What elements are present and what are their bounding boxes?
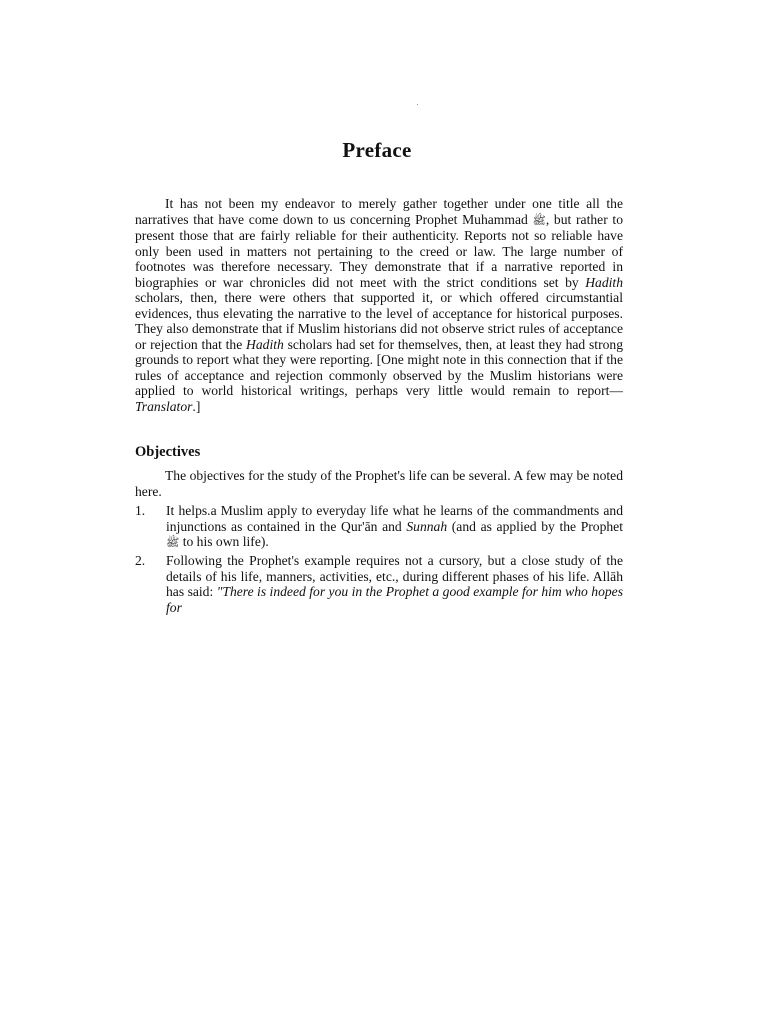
italic-text: Hadith	[585, 274, 623, 290]
text-run: to his own life).	[179, 534, 269, 549]
italic-text: Hadith	[246, 336, 284, 352]
scan-speck	[417, 104, 418, 105]
list-item	[135, 503, 623, 551]
objectives-intro-paragraph: The objectives for the study of the Prophet's life can be several. A few may be noted here.	[135, 468, 623, 499]
list-item-number: 2.	[135, 553, 146, 568]
text-run: (and as applied by the Prophet	[447, 518, 623, 534]
preface-paragraph	[135, 196, 623, 414]
section-heading-objectives: Objectives	[135, 444, 201, 460]
text-run: scholars had set for themselves, then, at least they had strong grounds to report what they were reporting. [One might note in this connection that if the rules of acceptance and rejection commonly observed by the Muslim historians were applied to world historical writings, perhaps very little would remain to report—	[135, 336, 623, 398]
text-run: , but rather to present those that are fairly reliable for their authenticity. Reports not so reliable have only been used in matters not pertaining to the creed or law. The large number of footnotes was therefore necessary. They demonstrate that if a narrative reported in biographies or war chronicles did not meet with the strict conditions set by	[135, 211, 624, 290]
text-run: .]	[192, 398, 201, 414]
list-item-number: 1.	[135, 503, 146, 518]
list-item-text	[166, 553, 623, 615]
page-title: Preface	[342, 138, 412, 162]
salutation-mark: ﷺ	[532, 213, 546, 227]
list-item	[135, 553, 623, 615]
italic-text: Translator	[135, 398, 193, 414]
text-run: It has not been my endeavor to merely gather together under one title all the narratives that have come down to us concerning Prophet Muhammad	[135, 196, 623, 227]
salutation-mark: ﷺ	[166, 536, 180, 549]
text-run: It helps.a Muslim apply to everyday life what he learns of the commandments and injunctions as contained in the Qur'ān and	[166, 503, 623, 534]
italic-text: "There is indeed for you in the Prophet a good example for him who hopes for	[166, 584, 623, 615]
list-item-text	[166, 503, 623, 551]
italic-text: Sunnah	[406, 518, 448, 534]
text-run: Following the Prophet's example requires not a cursory, but a close study of the details of his life, manners, activities, etc., during different phases of his life. Allāh has said:	[166, 553, 623, 599]
text-run: scholars, then, there were others that supported it, or which offered circumstantial evidences, thus elevating the narrative to the level of acceptance for historical purposes. They also demonstrate that if Muslim historians did not observe strict rules of acceptance or rejection that the	[135, 290, 623, 352]
